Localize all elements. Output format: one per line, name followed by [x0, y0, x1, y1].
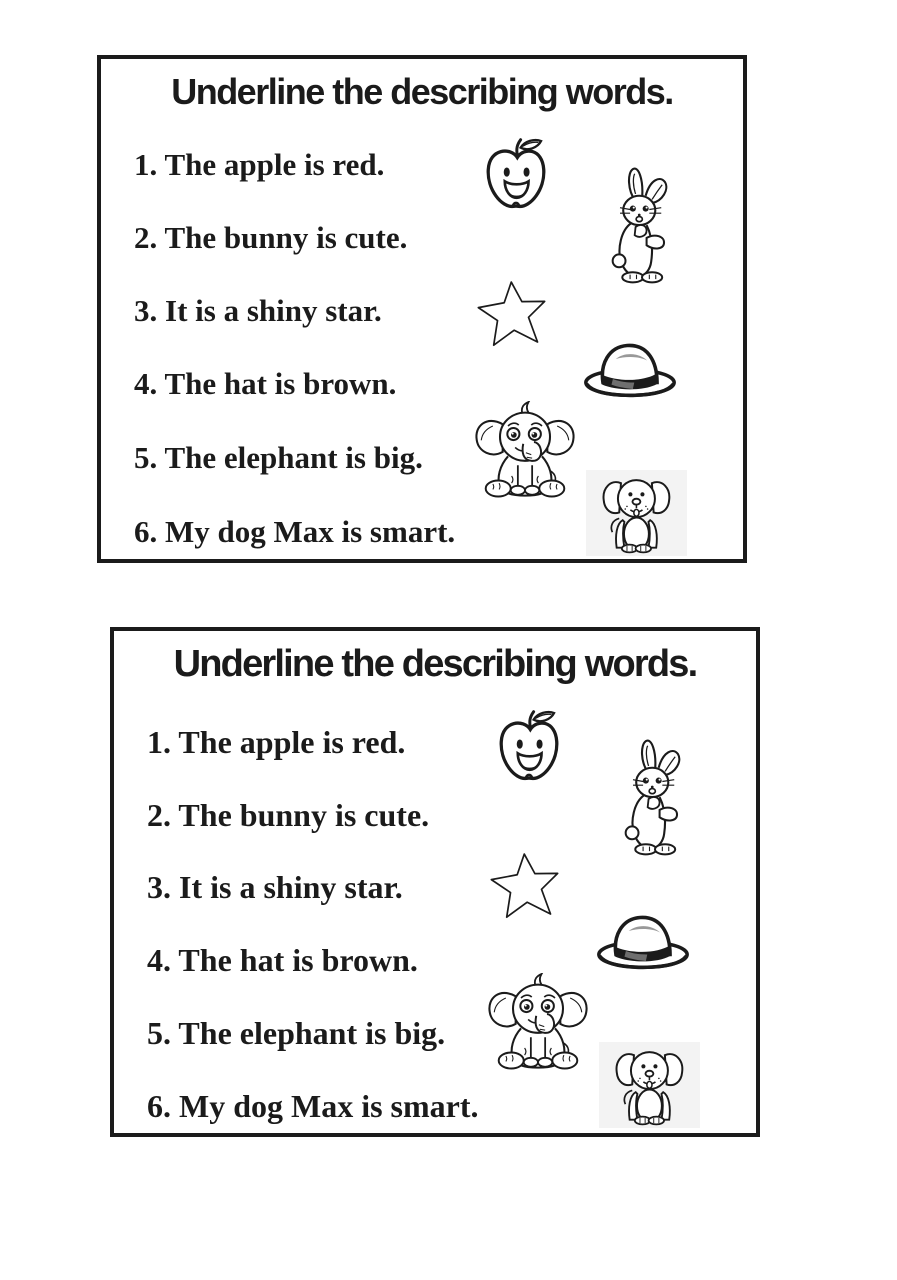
star-icon — [476, 280, 549, 348]
sentence-2: 2. The bunny is cute. — [134, 220, 408, 255]
bunny-icon — [609, 165, 675, 287]
elephant-icon — [482, 973, 594, 1073]
sentence-6: 6. My dog Max is smart. — [134, 514, 456, 549]
fedora-hat-icon — [583, 333, 677, 405]
smiling-apple-icon — [483, 137, 549, 219]
bunny-icon — [622, 737, 688, 859]
sentence-5: 5. The elephant is big. — [147, 1015, 446, 1051]
sentence-1: 1. The apple is red. — [147, 724, 406, 760]
sentence-5: 5. The elephant is big. — [134, 440, 423, 475]
puppy-dog-icon — [599, 1042, 700, 1128]
star-icon — [489, 852, 562, 920]
worksheet-panel-bottom — [110, 627, 760, 1137]
sentence-3: 3. It is a shiny star. — [147, 869, 403, 905]
elephant-icon — [469, 401, 581, 501]
smiling-apple-icon — [496, 709, 562, 791]
sentence-1: 1. The apple is red. — [134, 147, 385, 182]
sentence-2: 2. The bunny is cute. — [147, 797, 430, 833]
sentence-6: 6. My dog Max is smart. — [147, 1088, 479, 1124]
sentence-4: 4. The hat is brown. — [134, 366, 397, 401]
sentence-4: 4. The hat is brown. — [147, 942, 418, 978]
fedora-hat-icon — [596, 905, 690, 977]
page-title: Underline the describing words. — [173, 643, 697, 685]
page-title: Underline the describing words. — [171, 71, 673, 112]
puppy-dog-icon — [586, 470, 687, 556]
sentence-3: 3. It is a shiny star. — [134, 293, 382, 328]
worksheet-panel-top — [97, 55, 747, 563]
